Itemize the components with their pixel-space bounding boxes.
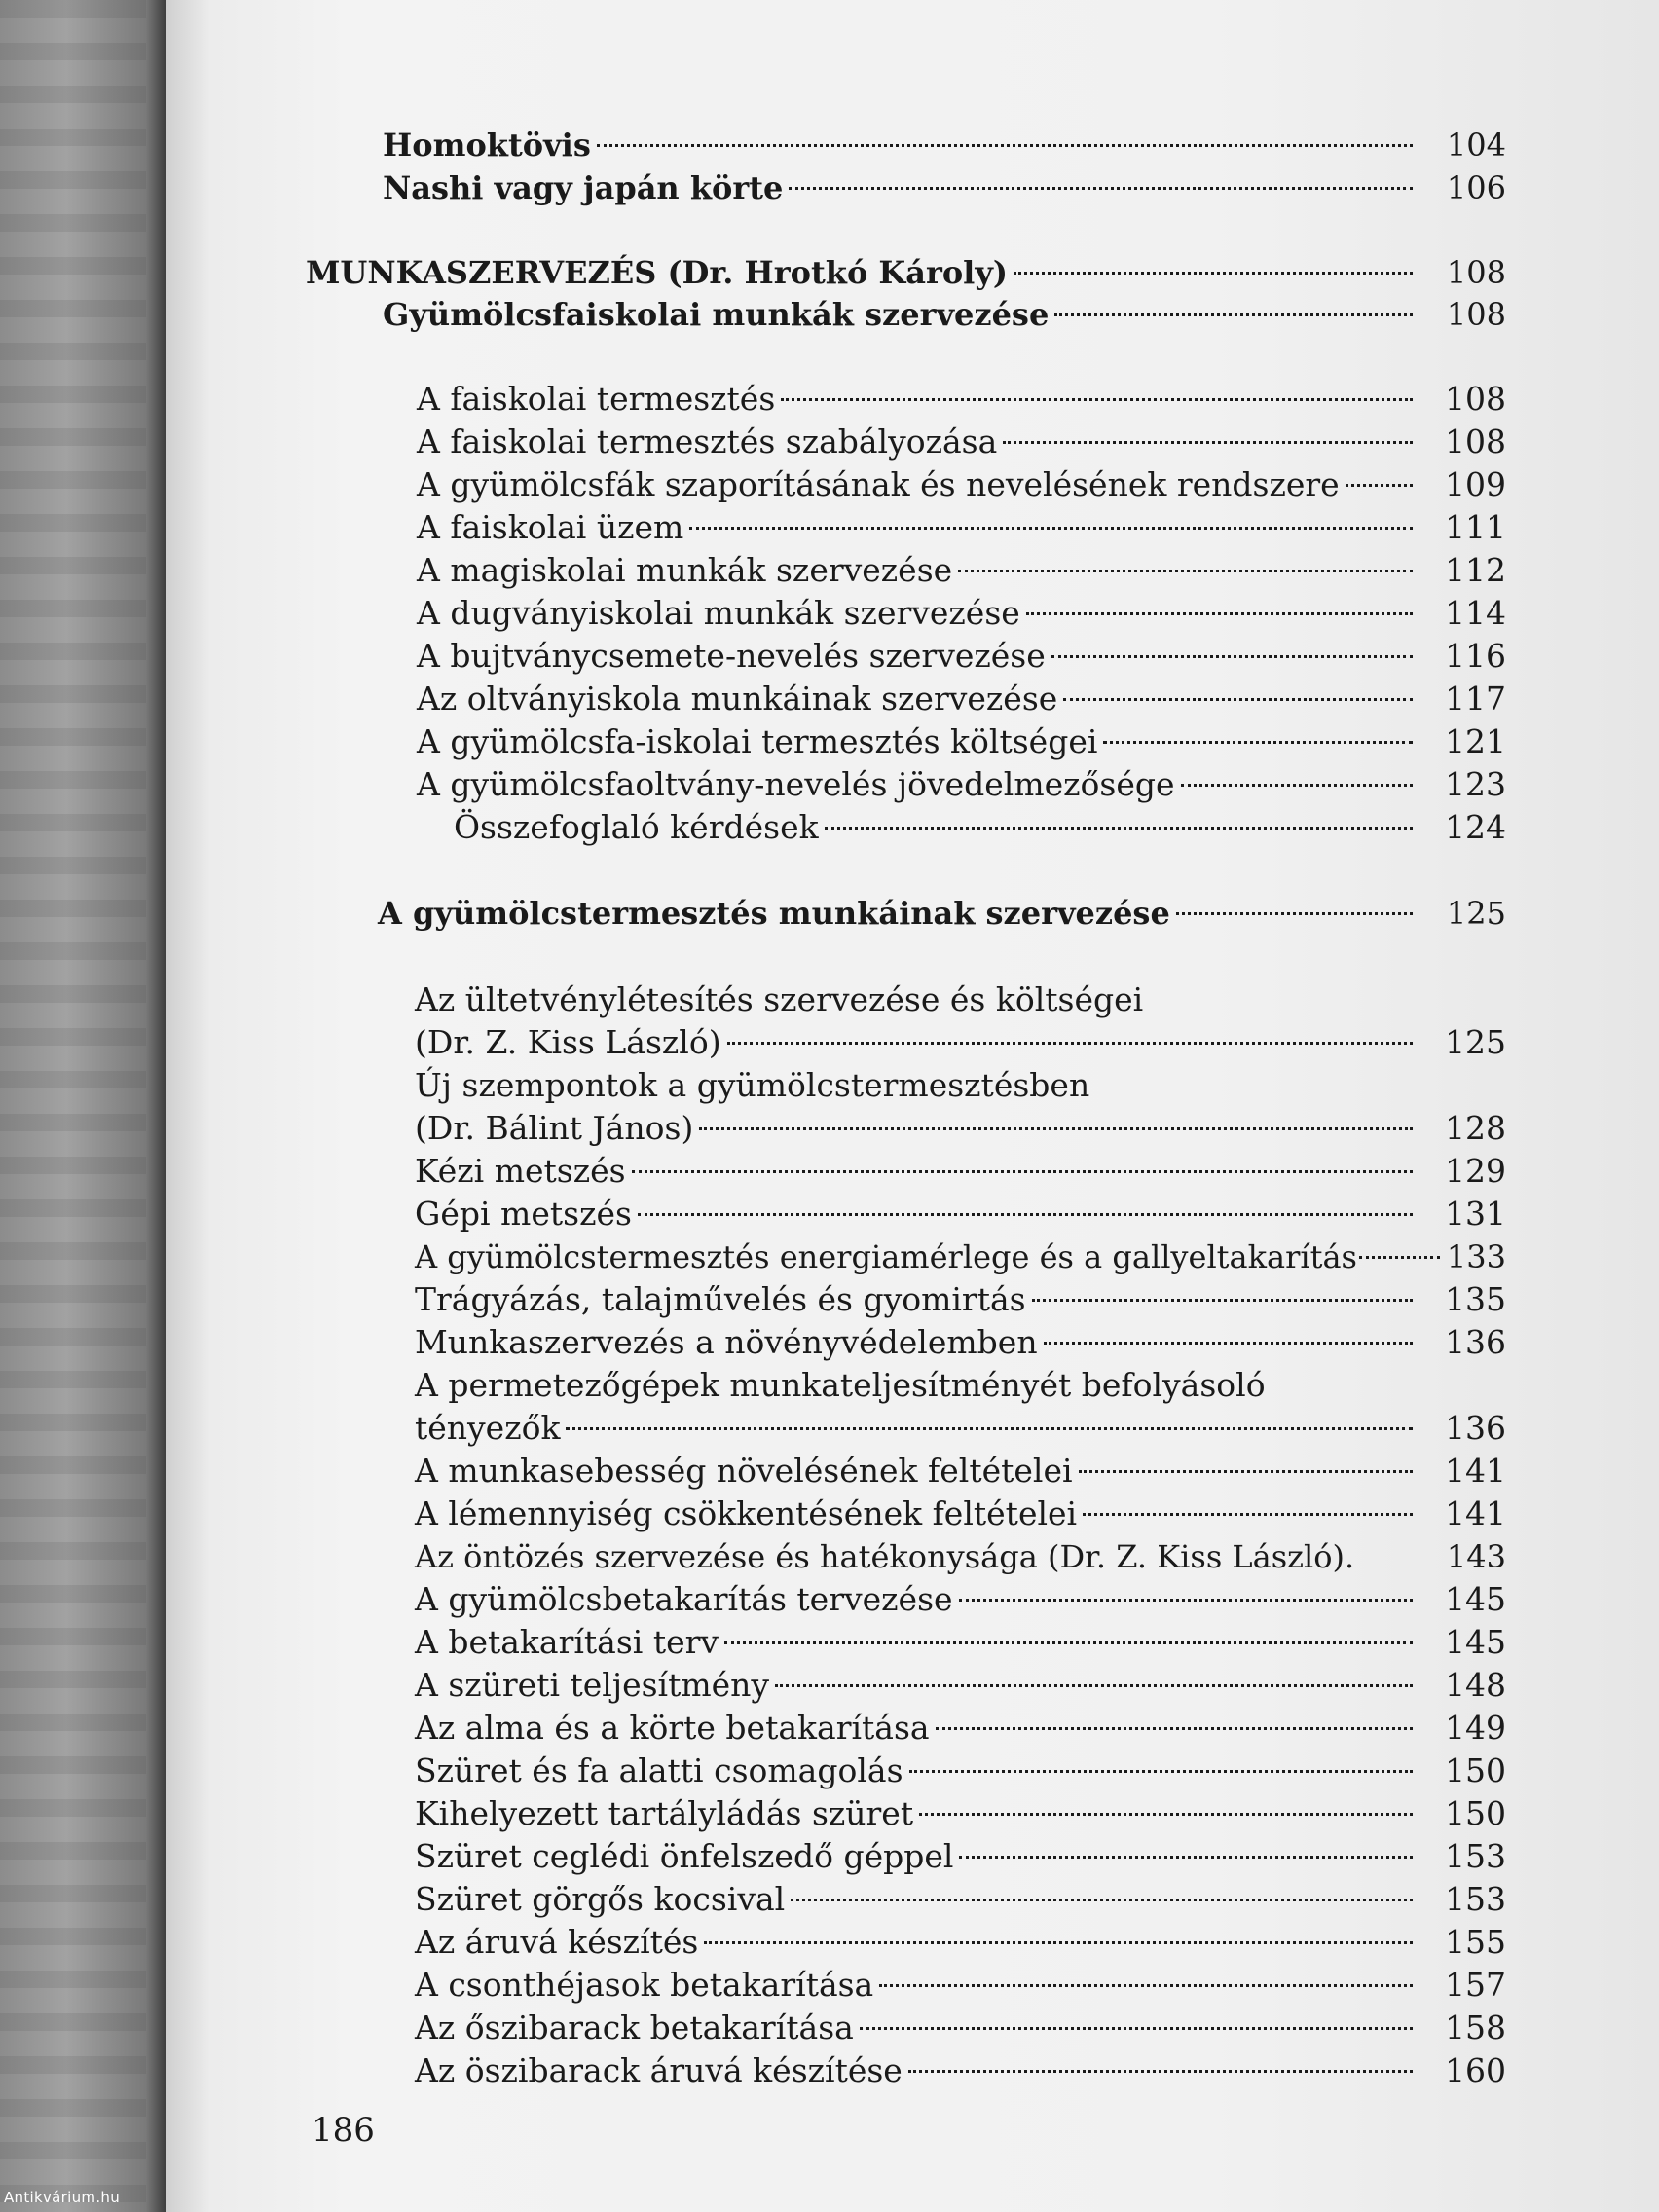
toc-entry: A faiskolai termesztés 108: [417, 380, 1506, 418]
toc-entry: tényezők 136: [415, 1409, 1506, 1447]
toc-entry: Trágyázás, talajművelés és gyomirtás 135: [415, 1280, 1506, 1318]
toc-entry: Kézi metszés 129: [415, 1152, 1506, 1190]
toc-entry: A faiskolai üzem 111: [417, 508, 1506, 546]
toc-entry-line: A permetezőgépek munkateljesítményét befolyásoló: [415, 1366, 1266, 1404]
toc-entry: A gyümölcsfaoltvány-nevelés jövedelmezősége 123: [417, 765, 1506, 803]
toc-entry: Szüret és fa alatti csomagolás 150: [415, 1751, 1506, 1789]
toc-entry: A bujtványcsemete-nevelés szervezése 116: [417, 637, 1506, 675]
toc-section-heading: MUNKASZERVEZÉS (Dr. Hrotkó Károly) 108: [306, 254, 1506, 291]
toc-entry-line: Új szempontok a gyümölcstermesztésben: [415, 1066, 1090, 1104]
toc-entry: A szüreti teljesítmény 148: [415, 1666, 1506, 1704]
toc-subsection-heading: Gyümölcsfaiskolai munkák szervezése 108: [383, 296, 1506, 333]
toc-entry: Homoktövis 104: [383, 127, 1506, 164]
page-number: 186: [312, 2111, 375, 2150]
toc-entry: Az áruvá készítés 155: [415, 1923, 1506, 1961]
toc-entry: A gyümölcsbetakarítás tervezése 145: [415, 1580, 1506, 1618]
toc-subsection-heading: A gyümölcstermesztés munkáinak szervezése 125: [378, 895, 1506, 932]
toc-entry: Az oltványiskola munkáinak szervezése 117: [417, 680, 1506, 718]
toc-entry: A faiskolai termesztés szabályozása 108: [417, 423, 1506, 461]
toc-entry: Az alma és a körte betakarítása 149: [415, 1709, 1506, 1747]
toc-entry: (Dr. Bálint János) 128: [415, 1109, 1506, 1147]
toc-entry: A dugványiskolai munkák szervezése 114: [417, 594, 1506, 632]
toc-entry: Kihelyezett tartályládás szüret 150: [415, 1794, 1506, 1832]
toc-entry: Gépi metszés 131: [415, 1195, 1506, 1233]
toc-entry: A gyümölcstermesztés energiamérlege és a gallyeltakarítás 133: [415, 1238, 1506, 1275]
toc-entry: (Dr. Z. Kiss László) 125: [415, 1023, 1506, 1061]
toc-entry: A munkasebesség növelésének feltételei 141: [415, 1452, 1506, 1490]
toc-entry: A gyümölcsfák szaporításának és nevelésének rendszere 109: [417, 465, 1506, 503]
toc-entry-line: Az ültetvénylétesítés szervezése és költségei: [415, 980, 1144, 1018]
toc-entry: A betakarítási terv 145: [415, 1623, 1506, 1661]
toc-entry: Összefoglaló kérdések 124: [454, 808, 1506, 846]
toc-entry: Szüret ceglédi önfelszedő géppel 153: [415, 1837, 1506, 1875]
toc-entry: Szüret görgős kocsival 153: [415, 1880, 1506, 1918]
toc-entry: A csonthéjasok betakarítása 157: [415, 1966, 1506, 2004]
toc-entry: A magiskolai munkák szervezése 112: [417, 551, 1506, 589]
toc-entry: A gyümölcsfa-iskolai termesztés költségei 121: [417, 722, 1506, 760]
toc-entry: Nashi vagy japán körte 106: [383, 169, 1506, 206]
toc-entry: Az öntözés szervezése és hatékonysága (Dr. Z. Kiss László). 143: [415, 1538, 1506, 1575]
toc-entry: A lémennyiség csökkentésének feltételei 141: [415, 1494, 1506, 1532]
watermark-text: Antikvárium.hu: [4, 2189, 121, 2206]
toc-entry: Az őszibarack betakarítása 158: [415, 2009, 1506, 2046]
toc-entry: Az öszibarack áruvá készítése 160: [415, 2051, 1506, 2089]
toc-entry: Munkaszervezés a növényvédelemben 136: [415, 1323, 1506, 1361]
